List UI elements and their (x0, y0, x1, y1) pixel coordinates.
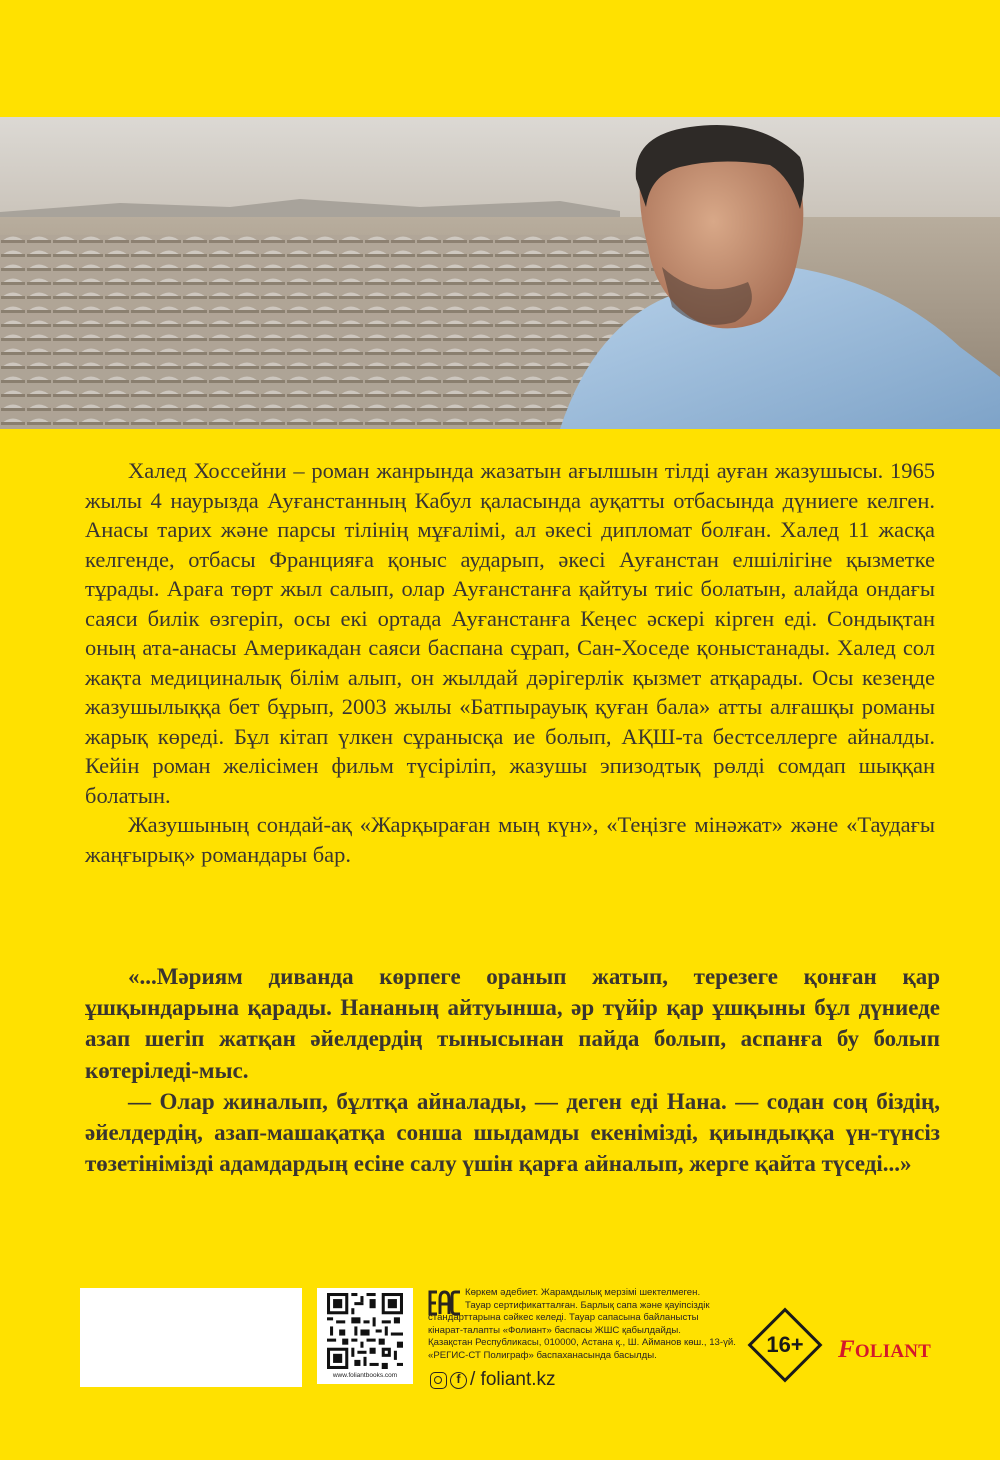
facebook-icon[interactable]: f (450, 1372, 467, 1389)
instagram-icon[interactable] (430, 1372, 447, 1389)
book-excerpt (85, 961, 940, 1179)
imprint-line: Қазақстан Республикасы, 010000, Астана қ., Ш. Айманов көш., 13-үй. (428, 1337, 736, 1349)
bio-paragraph: Жазушының сондай-ақ «Жарқыраған мың күн», «Теңізге мінәжат» және «Таудағы жаңғырық» романдары бар. (85, 812, 935, 867)
logo-text: OLIANT (854, 1341, 932, 1362)
qr-code-icon (327, 1293, 403, 1369)
author-biography (85, 456, 935, 869)
age-rating-text: 16+ (766, 1332, 804, 1357)
author-photo (0, 117, 1000, 429)
barcode-area (80, 1288, 302, 1387)
social-handle[interactable]: / foliant.kz (470, 1369, 556, 1390)
imprint-line: кінарат-талапты «Фолиант» баспасы ЖШС қабылдайды. (428, 1324, 681, 1336)
bio-paragraph: Халед Хоссейни – роман жанрында жазатын ағылшын тілді ауған жазушысы. 1965 жылы 4 наурызда Ауғанстанның Кабул қаласында ауқатты отбасында дүниеге келген. Анасы тарих және парсы тілінің мұғалімі, ал әкесі дипломат болған. Халед 11 жасқа келгенде, отбасы Францияға қоныс аударып, әкесі Ауғанстан елшілігіне қызметке тұрады. Араға төрт жыл салып, олар Ауғанстанға қайтуы тиіс болатын, алайда ондағы саяси билік өзгеріп, осы екі ортада Ауғанстанға Кеңес әскері кірген еді. Сондықтан оның ата-анасы Америкадан саяси баспана сұрап, Сан-Хоседе қоныстанады. Халед сол жақта медициналық білім алып, он жылдай дәрігерлік қызмет атқарады. Осы кезеңде жазушылыққа бет бұрып, 2003 жылы «Батпырауық қуған бала» атты алғашқы романы жарық көреді. Бұл кітап үлкен сұранысқа ие болып, АҚШ-та бестселлерге айналды. Кейін роман желісімен фильм түсіріліп, жазушы эпизодтық рөлді сомдап шыққан болатын. (85, 458, 935, 808)
imprint-line: Көркем әдебиет. Жарамдылық мерзімі шектелмеген. (465, 1287, 701, 1298)
qr-code[interactable] (317, 1288, 413, 1384)
imprint-line: стандарттарына сәйкес келеді. Тауар сапасына байланысты (428, 1312, 699, 1324)
svg-text:EAC: EAC (428, 1289, 430, 1290)
excerpt-paragraph: — Олар жиналып, бұлтқа айналады, — деген еді Нана. — содан соң біздің, әйелдердің, азап-машақатқа сонша шыдамды екенімізді, қиындыққа үн-түнсіз төзетінімізді адамдардың есіне салу үшін қарға айналып, жерге қайта түседі...» (85, 1088, 940, 1177)
imprint-line: «РЕГИС-СТ Полиграф» баспаханасында басылды. (428, 1349, 657, 1361)
age-rating-badge (742, 1302, 828, 1388)
imprint-line: Тауар сертификатталған. Барлық сапа және қауіпсіздік (465, 1299, 710, 1311)
logo-initial: F (838, 1336, 855, 1363)
qr-caption: www.foliantbooks.com (332, 1372, 398, 1379)
imprint-info (428, 1287, 740, 1363)
foliant-logo (838, 1336, 931, 1364)
excerpt-paragraph: «...Мәриям диванда көрпеге оранып жатып, терезеге қонған қар ұшқындарына қарады. Нананың айтуынша, әр түйір қар ұшқыны бұл дүниеде азап шегіп жатқан әйелдердің тынысынан пайда болып, аспанға бу болып көтеріледі-мыс. (85, 964, 940, 1083)
social-links[interactable] (430, 1369, 556, 1391)
